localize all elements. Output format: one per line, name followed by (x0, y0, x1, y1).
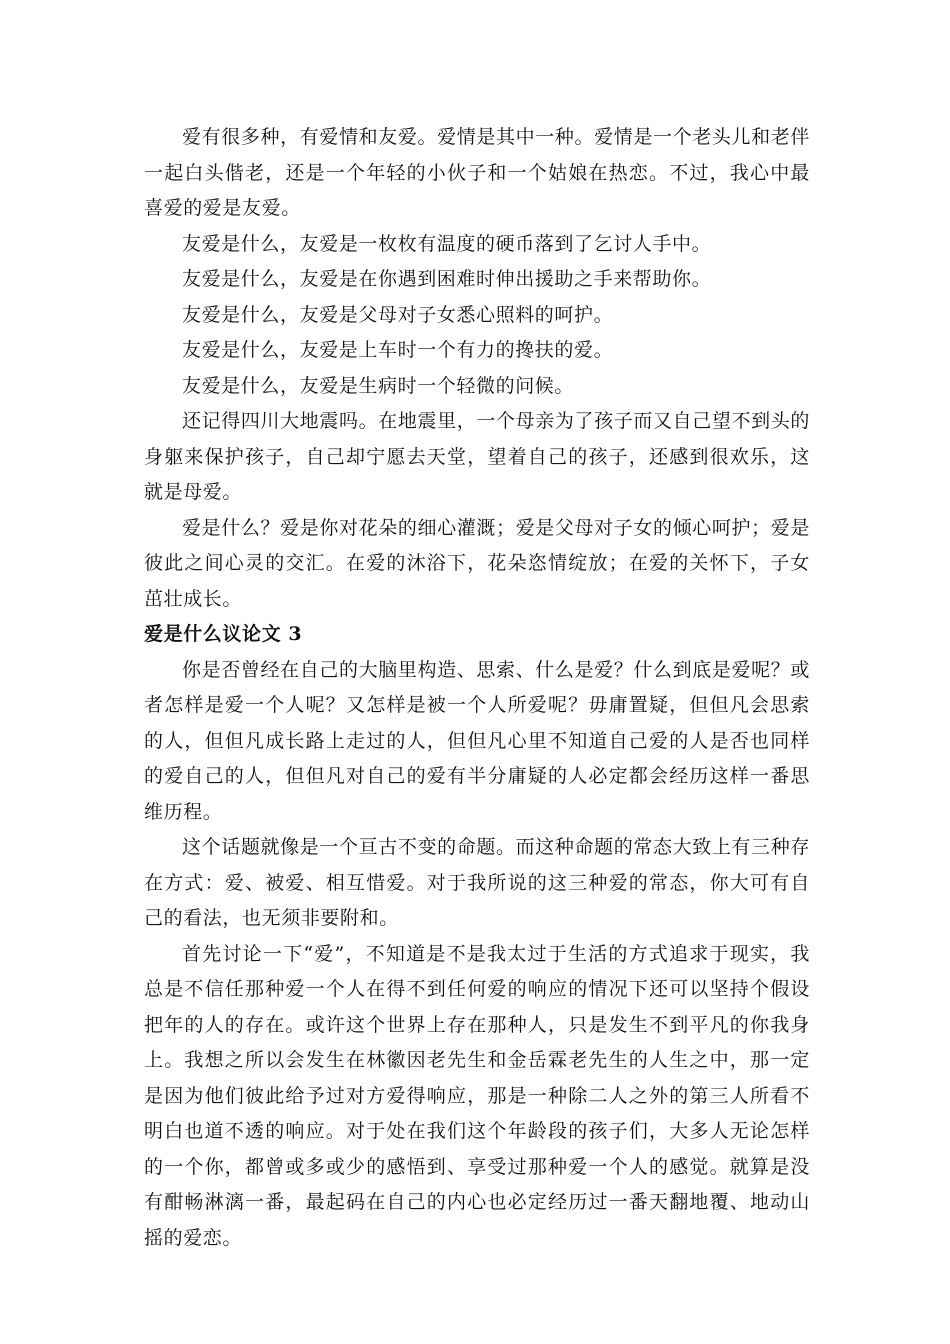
paragraph-kinds-of-love: 爱有很多种，有爱情和友爱。爱情是其中一种。爱情是一个老头儿和老伴一起白头偕老，还是一个年轻的小伙子和一个姑娘在热恋。不过，我心中最喜爱的爱是友爱。 (144, 126, 810, 219)
paragraph-friendship-help: 友爱是什么，友爱是在你遇到困难时伸出援助之手来帮助你。 (182, 268, 712, 290)
paragraph-earthquake: 还记得四川大地震吗。在地震里，一个母亲为了孩子而又自己望不到头的身躯来保护孩子，自己却宁愿去天堂，望着自己的孩子，还感到很欢乐，这就是母爱。 (144, 410, 810, 503)
section-title: 爱是什么议论文 3 (144, 623, 303, 645)
paragraph-what-is-love: 爱是什么？爱是你对花朵的细心灌溉；爱是父母对子女的倾心呵护；爱是彼此之间心灵的交汇。在爱的沐浴下，花朵恣情绽放；在爱的关怀下，子女茁壮成长。 (144, 516, 810, 610)
paragraph-friendship-coin: 友爱是什么，友爱是一枚枚有温度的硬币落到了乞讨人手中。 (182, 232, 712, 255)
paragraph-friendship-greeting: 友爱是什么，友爱是生病时一个轻微的问候。 (182, 374, 575, 397)
paragraph-friendship-parents: 友爱是什么，友爱是父母对子女悉心照料的呵护。 (182, 303, 614, 326)
paragraph-thinking-about-love: 你是否曾经在自己的大脑里构造、思索、什么是爱？什么到底是爱呢？或者怎样是爱一个人呢？又怎样是被一个人所爱呢？毋庸置疑，但但凡会思索的人，但但凡成长路上走过的人，但但凡心里不知道自己爱的人是否也同样的爱自己的人，但但凡对自己的爱有半分庸疑的人必定都会经历这样一番思维历程。 (144, 658, 810, 823)
paragraph-three-forms: 这个话题就像是一个亘古不变的命题。而这种命题的常态大致上有三种存在方式：爱、被爱、相互惜爱。对于我所说的这三种爱的常态，你大可有自己的看法，也无须非要附和。 (144, 836, 810, 929)
paragraph-discussing-love: 首先讨论一下“爱”，不知道是不是我太过于生活的方式追求于现实，我总是不信任那种爱一个人在得不到任何爱的响应的情况下还可以坚持个假设把年的人的存在。或许这个世界上存在那种人，只是发生不到平凡的你我身上。我想之所以会发生在林徽因老先生和金岳霖老先生的人生之中，那一定是因为他们彼此给予过对方爱得响应，那是一种除二人之外的第三人所看不明白也道不透的响应。对于处在我们这个年龄段的孩子们，大多人无论怎样的一个你，都曾或多或少的感悟到、享受过那种爱一个人的感觉。就算是没有酣畅淋漓一番，最起码在自己的内心也必定经历过一番天翻地覆、地动山摇的爱恋。 (144, 942, 810, 1249)
paragraph-friendship-support: 友爱是什么，友爱是上车时一个有力的搀扶的爱。 (182, 339, 614, 361)
